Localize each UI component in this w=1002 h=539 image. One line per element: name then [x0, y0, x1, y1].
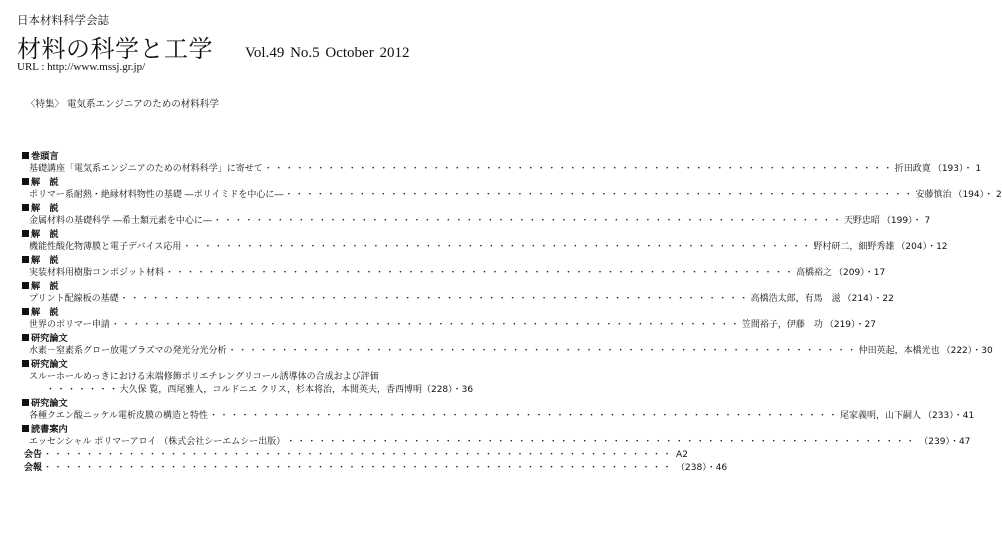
article-title: ポリマー系耐熱・絶縁材料物性の基礎 ―ポリイミドを中心に― [29, 190, 284, 200]
article-title: プリント配線板の基礎 [29, 294, 119, 304]
section-heading: 解 説 [22, 176, 518, 189]
square-bullet-icon [22, 425, 29, 432]
special-feature-title: 〈特集〉 電気系エンジニアのための材料科学 [26, 99, 219, 110]
toc-section [22, 280, 894, 306]
article-title[interactable]: スルーホールめっきにおける末端修飾ポリエチレングリコール誘導体の合成および評価 [29, 372, 379, 382]
toc-entry[interactable] [22, 410, 975, 423]
page-number: （219）・27 [824, 320, 876, 330]
toc-section[interactable] [22, 462, 728, 475]
article-title: 金属材料の基礎科学 ―希土類元素を中心に― [29, 216, 212, 226]
section-label: 会告 [24, 450, 43, 460]
section-label: 会報 [24, 463, 43, 473]
section-heading: 研究論文 [22, 358, 518, 371]
toc-entry[interactable] [22, 319, 876, 332]
toc-entry[interactable] [22, 189, 1002, 202]
leader-dots [164, 267, 796, 280]
table-of-contents [22, 150, 1002, 475]
toc-entry[interactable] [22, 436, 971, 449]
page-number: （199）・ 7 [881, 216, 931, 226]
article-title: 水素－窒素系グロー放電プラズマの発光分光分析 [29, 346, 227, 356]
section-heading: 解 説 [22, 228, 518, 241]
leader-dots [263, 163, 895, 176]
square-bullet-icon [22, 308, 29, 315]
section-heading: 解 説 [22, 202, 518, 215]
article-title: 基礎講座「電気系エンジニアのための材料科学」に寄せて [29, 164, 263, 174]
page-number: A2 [676, 450, 688, 460]
journal-header [17, 13, 529, 73]
issue-info: Vol.49 No.5 October 2012 [245, 45, 410, 61]
leader-dots [110, 319, 742, 332]
article-title: エッセンシャル ポリマーアロイ （株式会社シーエムシー出版） [29, 437, 286, 447]
toc-section [22, 397, 975, 423]
toc-entry[interactable] [22, 215, 931, 228]
page-number: （228）・36 [421, 385, 474, 395]
toc-entry[interactable] [22, 241, 948, 254]
square-bullet-icon [22, 152, 29, 159]
page-number: （204）・12 [896, 242, 948, 252]
title-row [17, 29, 529, 63]
toc-section [22, 306, 876, 332]
article-authors: 仲田英起，本橋光也 [858, 346, 940, 356]
leader-dots [42, 462, 674, 475]
article-authors: 高橋浩太郎，有馬 滋 [750, 294, 841, 304]
toc-section [22, 332, 993, 358]
leader-dots [42, 449, 674, 462]
section-heading: 読書案内 [22, 423, 518, 436]
square-bullet-icon [22, 399, 29, 406]
article-authors: 天野忠昭 [843, 216, 880, 226]
toc-entry[interactable] [22, 163, 982, 176]
toc-section [22, 202, 931, 228]
leader-dots [285, 436, 917, 449]
section-heading: 研究論文 [22, 332, 518, 345]
leader-dots: ・・・・・・・ [46, 385, 120, 395]
square-bullet-icon [22, 178, 29, 185]
article-authors: 笠間裕子，伊藤 功 [741, 320, 823, 330]
page-number: （238）・46 [676, 463, 728, 473]
square-bullet-icon [22, 360, 29, 367]
article-authors: 高橋裕之 [796, 268, 833, 278]
article-title: 機能性酸化物薄膜と電子デバイス応用 [29, 242, 182, 252]
toc-entry[interactable] [22, 293, 894, 306]
leader-dots [227, 345, 859, 358]
section-heading: 研究論文 [22, 397, 518, 410]
article-title: 実装材料用樹脂コンポジット材料 [29, 268, 165, 278]
toc-section [22, 423, 971, 449]
toc-entry[interactable] [22, 267, 886, 280]
article-title: 各種クエン酸ニッケル電析皮膜の構造と特性 [29, 411, 209, 421]
society-name: 日本材料科学会誌 [17, 13, 109, 27]
toc-entry-authors[interactable] [22, 384, 518, 397]
section-heading-inline [22, 449, 688, 462]
article-authors: 安藤慎治 [915, 190, 952, 200]
section-heading-inline [22, 462, 728, 475]
page-number: （222）・30 [941, 346, 993, 356]
section-heading: 解 説 [22, 280, 518, 293]
page-number: （239）・47 [919, 437, 971, 447]
journal-url[interactable]: URL : http://www.mssj.gr.jp/ [17, 61, 146, 73]
toc-section [22, 176, 1002, 202]
square-bullet-icon [22, 204, 29, 211]
square-bullet-icon [22, 334, 29, 341]
toc-section [22, 150, 982, 176]
page-number: （209）・17 [834, 268, 886, 278]
page-number: （194）・ 2 [953, 190, 1002, 200]
page-number: （214）・22 [842, 294, 894, 304]
square-bullet-icon [22, 230, 29, 237]
section-heading: 巻頭言 [22, 150, 518, 163]
article-authors: 尾家義明，山下嗣人 [840, 411, 922, 421]
toc-entry[interactable] [22, 345, 993, 358]
leader-dots [181, 241, 813, 254]
leader-dots [119, 293, 751, 306]
toc-section[interactable] [22, 449, 688, 462]
journal-title: 材料の科学と工学 [17, 35, 213, 63]
page-number: （233）・41 [923, 411, 975, 421]
square-bullet-icon [22, 282, 29, 289]
toc-section [22, 228, 948, 254]
article-title: 世界のポリマー申請 [29, 320, 110, 330]
square-bullet-icon [22, 256, 29, 263]
article-authors: 大久保 覧，西尾雅人，コルドニエ クリス，杉本将治，本間英夫，香西博明 [119, 385, 422, 395]
toc-section [22, 254, 886, 280]
leader-dots [283, 189, 915, 202]
article-authors: 折田政寛 [894, 164, 931, 174]
section-heading: 解 説 [22, 306, 518, 319]
leader-dots [212, 215, 844, 228]
page-number: （193）・ 1 [932, 164, 982, 174]
toc-section [22, 358, 518, 397]
section-heading: 解 説 [22, 254, 518, 267]
leader-dots [208, 410, 840, 423]
article-authors: 野村研二，細野秀雄 [813, 242, 895, 252]
